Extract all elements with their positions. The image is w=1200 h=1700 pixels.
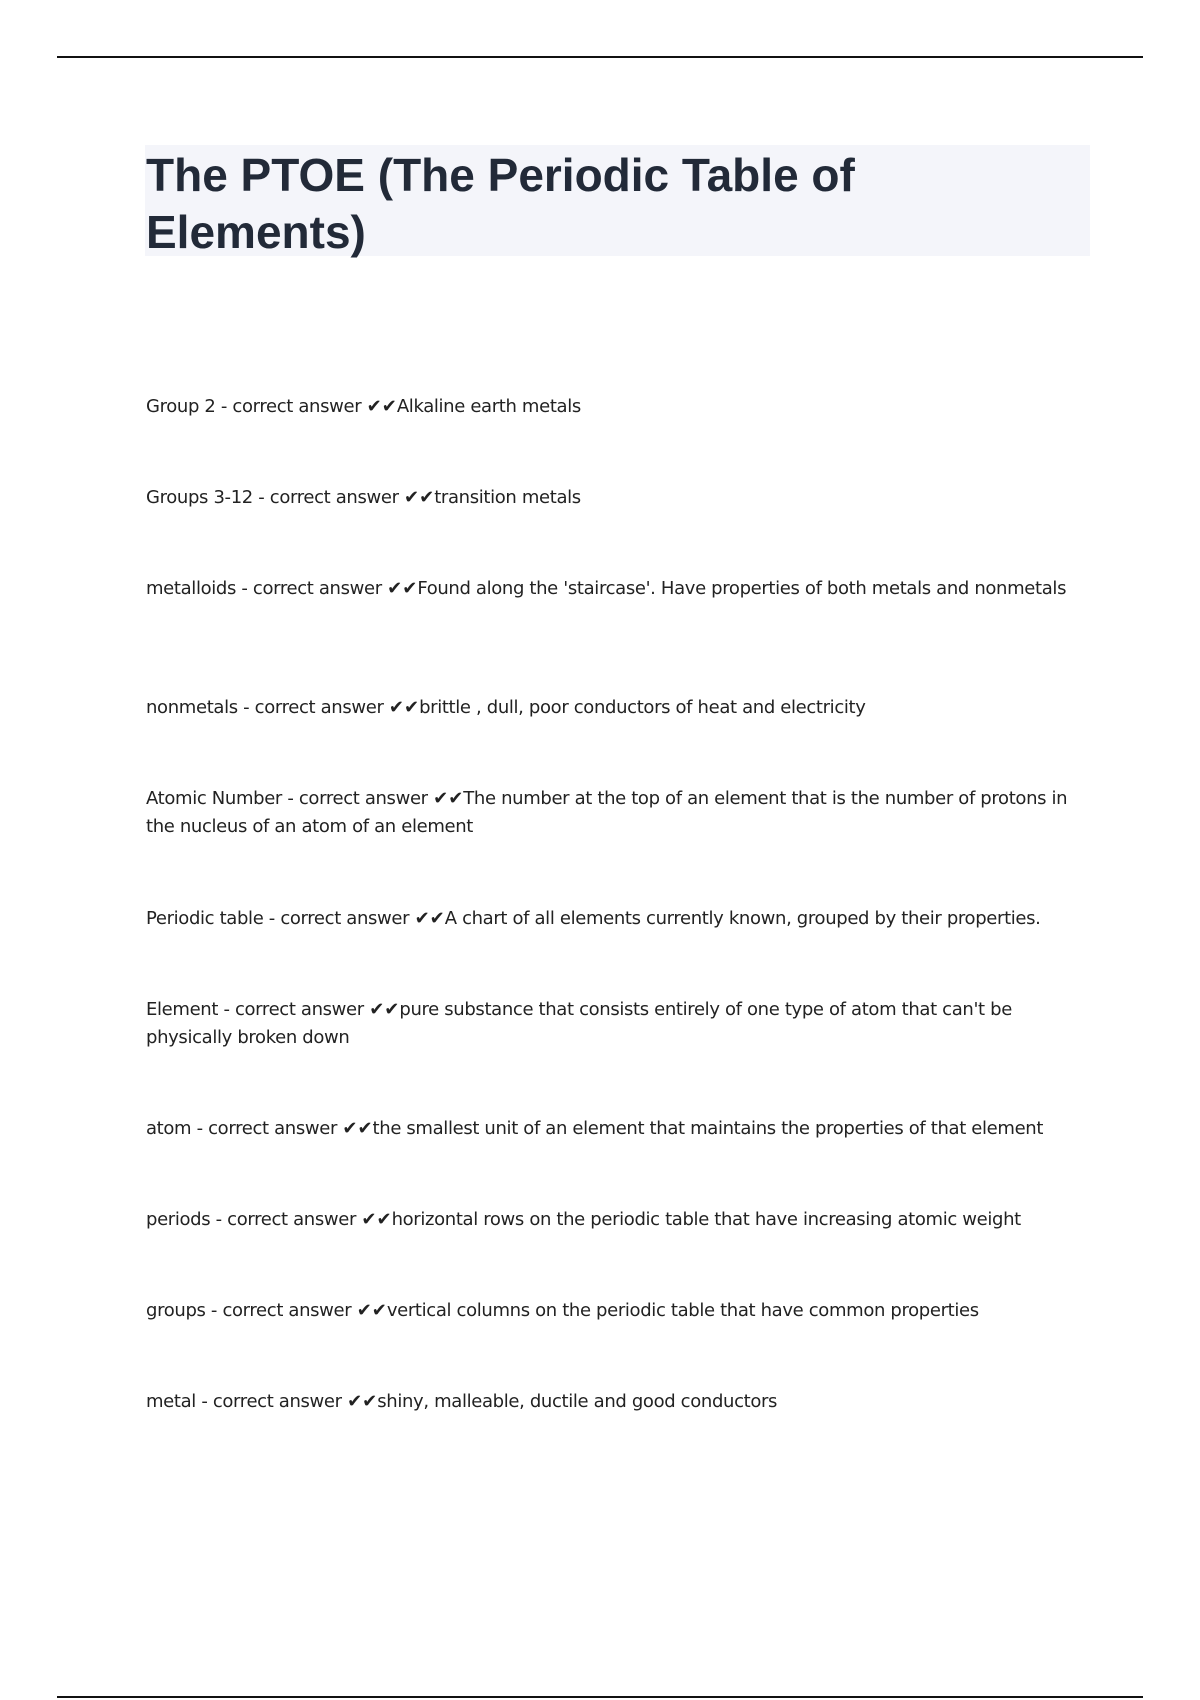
qa-separator: - correct answer	[218, 999, 370, 1020]
qa-term: nonmetals	[146, 697, 238, 718]
qa-separator: - correct answer	[205, 1300, 357, 1321]
qa-separator: - correct answer	[281, 788, 434, 809]
qa-entry	[146, 393, 1096, 421]
qa-entry	[146, 996, 1096, 1052]
double-check-icon: ✔✔	[369, 999, 400, 1020]
double-check-icon: ✔✔	[342, 1118, 373, 1139]
qa-separator: - correct answer	[237, 697, 389, 718]
double-check-icon: ✔✔	[361, 1209, 392, 1230]
qa-entry	[146, 905, 1096, 933]
qa-answer: shiny, malleable, ductile and good conductors	[377, 1391, 778, 1412]
qa-separator: - correct answer	[252, 487, 405, 508]
double-check-icon: ✔✔	[414, 908, 445, 929]
double-check-icon: ✔✔	[388, 697, 420, 718]
qa-answer: horizontal rows on the periodic table that have increasing atomic weight	[391, 1209, 1021, 1230]
qa-term: Atomic Number	[146, 788, 282, 809]
qa-answer: A chart of all elements currently known, grouped by their properties.	[444, 908, 1041, 929]
double-check-icon: ✔✔	[347, 1391, 378, 1412]
qa-entry	[146, 484, 1096, 512]
qa-entry	[146, 1206, 1096, 1234]
qa-entry	[146, 1297, 1096, 1325]
title-banner	[145, 145, 1090, 256]
qa-term: groups	[146, 1300, 206, 1321]
double-check-icon: ✔✔	[387, 578, 418, 599]
qa-entry	[146, 1388, 1096, 1416]
qa-separator: - correct answer	[195, 1391, 348, 1412]
qa-entry	[146, 575, 1096, 603]
double-check-icon: ✔✔	[404, 487, 435, 508]
qa-entry	[146, 694, 1096, 722]
page-title: The PTOE (The Periodic Table of Elements)	[146, 149, 855, 258]
qa-answer: brittle , dull, poor conductors of heat and electricity	[419, 697, 866, 718]
double-check-icon: ✔✔	[366, 396, 397, 417]
qa-term: Element	[146, 999, 219, 1020]
double-check-icon: ✔✔	[433, 788, 464, 809]
qa-answer: Found along the 'staircase'. Have properties of both metals and nonmetals	[417, 578, 1067, 599]
qa-answer: pure substance that consists entirely of one type of atom that can't be physically broken down	[146, 999, 1012, 1048]
qa-term: atom	[146, 1118, 192, 1139]
qa-separator: - correct answer	[191, 1118, 343, 1139]
bottom-rule	[57, 1696, 1143, 1698]
qa-term: Group 2	[146, 396, 216, 417]
qa-answer: transition metals	[434, 487, 581, 508]
qa-entry	[146, 1115, 1096, 1143]
double-check-icon: ✔✔	[356, 1300, 387, 1321]
qa-term: Groups 3-12	[146, 487, 253, 508]
qa-answer: the smallest unit of an element that maintains the properties of that element	[372, 1118, 1044, 1139]
qa-term: periods	[146, 1209, 211, 1230]
qa-separator: - correct answer	[210, 1209, 362, 1230]
qa-separator: - correct answer	[236, 578, 388, 599]
qa-entry	[146, 785, 1096, 841]
qa-answer: The number at the top of an element that is the number of protons in the nucleus of an atom of an element	[146, 788, 1068, 837]
qa-term: metalloids	[146, 578, 237, 599]
qa-answer: Alkaline earth metals	[396, 396, 581, 417]
top-rule	[57, 56, 1143, 58]
qa-separator: - correct answer	[215, 396, 367, 417]
qa-term: Periodic table	[146, 908, 264, 929]
qa-answer: vertical columns on the periodic table that have common properties	[386, 1300, 979, 1321]
qa-separator: - correct answer	[263, 908, 415, 929]
qa-term: metal	[146, 1391, 196, 1412]
